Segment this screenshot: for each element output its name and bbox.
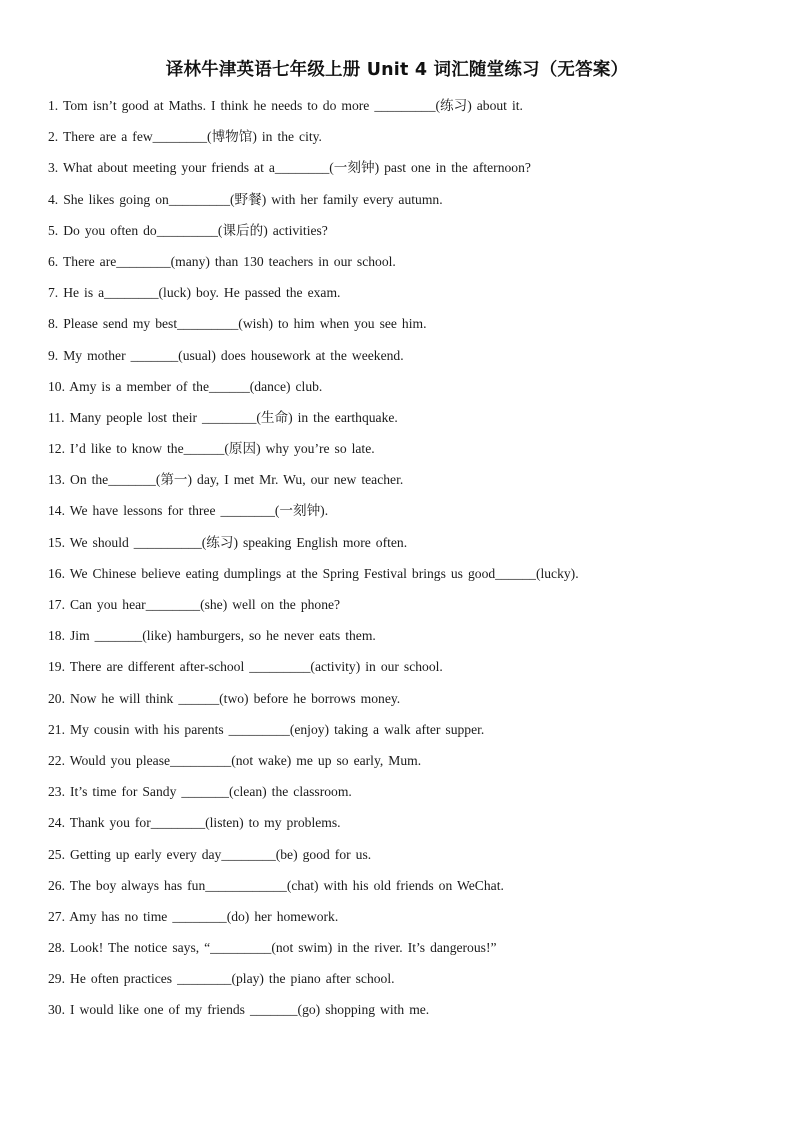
answer-blank: _________ (156, 222, 218, 238)
question-item (48, 751, 768, 782)
question-text-before: She likes going on (63, 191, 169, 207)
question-item (48, 470, 768, 501)
question-text-before: I would like one of my friends (70, 1002, 250, 1018)
question-text-after: (like) hamburgers, so he never eats them. (142, 628, 376, 644)
question-number: 30. (48, 1002, 65, 1018)
question-text-before: We should (69, 534, 134, 550)
question-number: 2. (48, 129, 59, 145)
question-text-before: It’s time for Sandy (70, 784, 182, 800)
question-text-before: He often practices (70, 971, 178, 987)
question-text-after: (博物馆) in the city. (207, 129, 322, 145)
question-text-after: (生命) in the earthquake. (256, 409, 398, 425)
answer-blank: ________ (104, 285, 159, 301)
question-text-before: There are a few (62, 129, 153, 145)
question-text-before: Jim (70, 628, 95, 644)
page-title: 译林牛津英语七年级上册 Unit 4 词汇随堂练习（无答案） (165, 60, 629, 80)
question-number: 3. (48, 160, 59, 176)
question-number: 13. (48, 472, 65, 488)
question-item (48, 221, 768, 252)
question-item (48, 533, 768, 564)
question-text-after: (two) before he borrows money. (219, 690, 401, 706)
question-text-before: Do you often do (63, 222, 157, 238)
answer-blank: _________ (228, 721, 290, 737)
question-item (48, 876, 768, 907)
answer-blank: _________ (170, 752, 232, 768)
question-number: 9. (48, 347, 59, 363)
question-text-after: (课后的) activities? (217, 222, 328, 238)
question-text-after: (listen) to my problems. (205, 815, 341, 831)
question-text-before: Can you hear (70, 597, 146, 612)
question-item (48, 314, 768, 345)
question-item (48, 845, 768, 876)
question-number: 10. (48, 378, 65, 394)
question-item (48, 813, 768, 844)
question-text-before: Would you please (69, 752, 171, 768)
question-text-before: There are (62, 253, 117, 269)
question-text-after: (wish) to him when you see him. (238, 316, 427, 332)
question-text-before: Amy has no time (69, 908, 173, 924)
question-item (48, 657, 768, 688)
question-number: 11. (48, 409, 65, 425)
question-text-after: (第一) day, I met Mr. Wu, our new teacher. (155, 472, 404, 488)
question-number: 25. (48, 846, 65, 862)
question-text-after: (dance) club. (249, 378, 323, 394)
question-item (48, 377, 768, 408)
question-item (48, 969, 768, 1000)
question-number: 4. (48, 191, 59, 207)
question-item (48, 439, 768, 470)
answer-blank: ______ (178, 690, 220, 706)
answer-blank: ________ (177, 971, 232, 987)
question-item (48, 96, 768, 127)
question-text-after: (一刻钟) past one in the afternoon? (329, 160, 531, 176)
answer-blank: ________ (150, 815, 206, 831)
question-number: 24. (48, 815, 65, 831)
question-text-after: (clean) the classroom. (228, 784, 352, 800)
question-text-before: Look! The notice says, “ (70, 940, 211, 956)
answer-blank: __________ (133, 534, 202, 550)
question-number: 23. (48, 784, 65, 800)
question-number: 5. (48, 222, 59, 238)
answer-blank: ______ (495, 565, 536, 581)
question-number: 20. (48, 690, 65, 706)
question-text-after: (练习) about it. (435, 98, 523, 113)
question-number: 28. (48, 940, 65, 956)
answer-blank: _______ (130, 347, 179, 363)
question-number: 26. (48, 877, 65, 893)
question-text-after: (go) shopping with me. (297, 1002, 430, 1018)
answer-blank: ________ (274, 160, 330, 176)
question-text-after: (not swim) in the river. It’s dangerous!” (271, 940, 497, 956)
question-text-before: We have lessons for three (69, 503, 221, 519)
question-number: 16. (48, 565, 65, 581)
question-text-after: (原因) why you’re so late. (224, 441, 375, 457)
question-list (48, 96, 768, 1032)
question-text-before: He is a (63, 285, 105, 301)
question-item (48, 346, 768, 377)
question-item (48, 626, 768, 657)
question-text-before: There are different after-school (69, 659, 250, 675)
question-item (48, 127, 768, 158)
question-item (48, 564, 768, 595)
question-number: 15. (48, 534, 65, 550)
question-item (48, 252, 768, 283)
answer-blank: ______ (209, 378, 250, 394)
question-number: 19. (48, 659, 65, 675)
question-number: 22. (48, 752, 65, 768)
question-text-before: Many people lost their (69, 409, 202, 425)
question-text-before: The boy always has fun (69, 877, 206, 893)
question-text-after: (play) the piano after school. (231, 971, 395, 987)
question-number: 27. (48, 908, 65, 924)
question-text-after: (she) well on the phone? (200, 597, 341, 612)
question-text-before: Please send my best (63, 316, 178, 332)
question-number: 29. (48, 971, 65, 987)
question-item (48, 720, 768, 751)
answer-blank: _________ (374, 98, 436, 113)
question-text-after: (lucky). (535, 565, 579, 581)
answer-blank: _______ (108, 472, 156, 488)
question-text-after: (activity) in our school. (310, 659, 443, 675)
question-item (48, 689, 768, 720)
question-text-before: Thank you for (69, 815, 151, 831)
question-item (48, 938, 768, 969)
question-text-after: (many) than 130 teachers in our school. (170, 253, 396, 269)
question-number: 6. (48, 253, 59, 269)
question-text-after: (chat) with his old friends on WeChat. (286, 877, 504, 893)
question-item (48, 501, 768, 532)
question-text-after: (do) her homework. (226, 908, 339, 924)
question-text-before: I’d like to know the (70, 441, 184, 457)
question-text-after: (enjoy) taking a walk after supper. (289, 721, 485, 737)
question-text-before: My mother (63, 347, 131, 363)
question-text-after: (usual) does housework at the weekend. (178, 347, 404, 363)
question-number: 8. (48, 316, 59, 332)
question-number: 21. (48, 721, 65, 737)
question-item (48, 907, 768, 938)
question-text-after: (一刻钟). (274, 503, 329, 519)
question-item (48, 595, 768, 626)
question-text-before: On the (70, 472, 109, 488)
answer-blank: ______ (183, 441, 225, 457)
question-text-after: (be) good for us. (275, 846, 372, 862)
question-item (48, 1000, 768, 1031)
question-text-before: We Chinese believe eating dumplings at the Spring Festival brings us good (69, 565, 496, 581)
answer-blank: ________ (116, 253, 171, 269)
question-item (48, 190, 768, 221)
question-item (48, 158, 768, 189)
question-text-before: My cousin with his parents (70, 721, 229, 737)
answer-blank: ________ (145, 597, 201, 612)
question-item (48, 408, 768, 439)
answer-blank: ____________ (205, 877, 287, 893)
answer-blank: _________ (177, 316, 239, 332)
question-text-after: (练习) speaking English more often. (201, 534, 408, 550)
question-text-before: Tom isn’t good at Maths. I think he needs to do more (62, 98, 375, 113)
question-text-before: What about meeting your friends at a (62, 160, 275, 176)
question-number: 12. (48, 441, 65, 457)
answer-blank: ________ (220, 503, 275, 519)
answer-blank: _________ (249, 659, 311, 675)
answer-blank: _______ (249, 1002, 298, 1018)
question-text-after: (not wake) me up so early, Mum. (231, 752, 422, 768)
question-text-before: Now he will think (70, 690, 179, 706)
question-item (48, 782, 768, 813)
question-item (48, 283, 768, 314)
question-text-after: (luck) boy. He passed the exam. (158, 285, 341, 301)
question-number: 18. (48, 628, 65, 644)
answer-blank: ________ (221, 846, 276, 862)
answer-blank: _________ (168, 191, 230, 207)
answer-blank: _________ (210, 940, 272, 956)
question-text-before: Getting up early every day (70, 846, 222, 862)
answer-blank: ________ (202, 409, 257, 425)
question-number: 7. (48, 285, 59, 301)
question-number: 1. (48, 98, 59, 113)
question-number: 14. (48, 503, 65, 519)
question-number: 17. (48, 597, 65, 612)
answer-blank: _______ (181, 784, 229, 800)
question-text-after: (野餐) with her family every autumn. (230, 191, 443, 207)
answer-blank: _______ (94, 628, 143, 644)
answer-blank: ________ (152, 129, 208, 145)
answer-blank: ________ (172, 908, 227, 924)
question-text-before: Amy is a member of the (69, 378, 209, 394)
